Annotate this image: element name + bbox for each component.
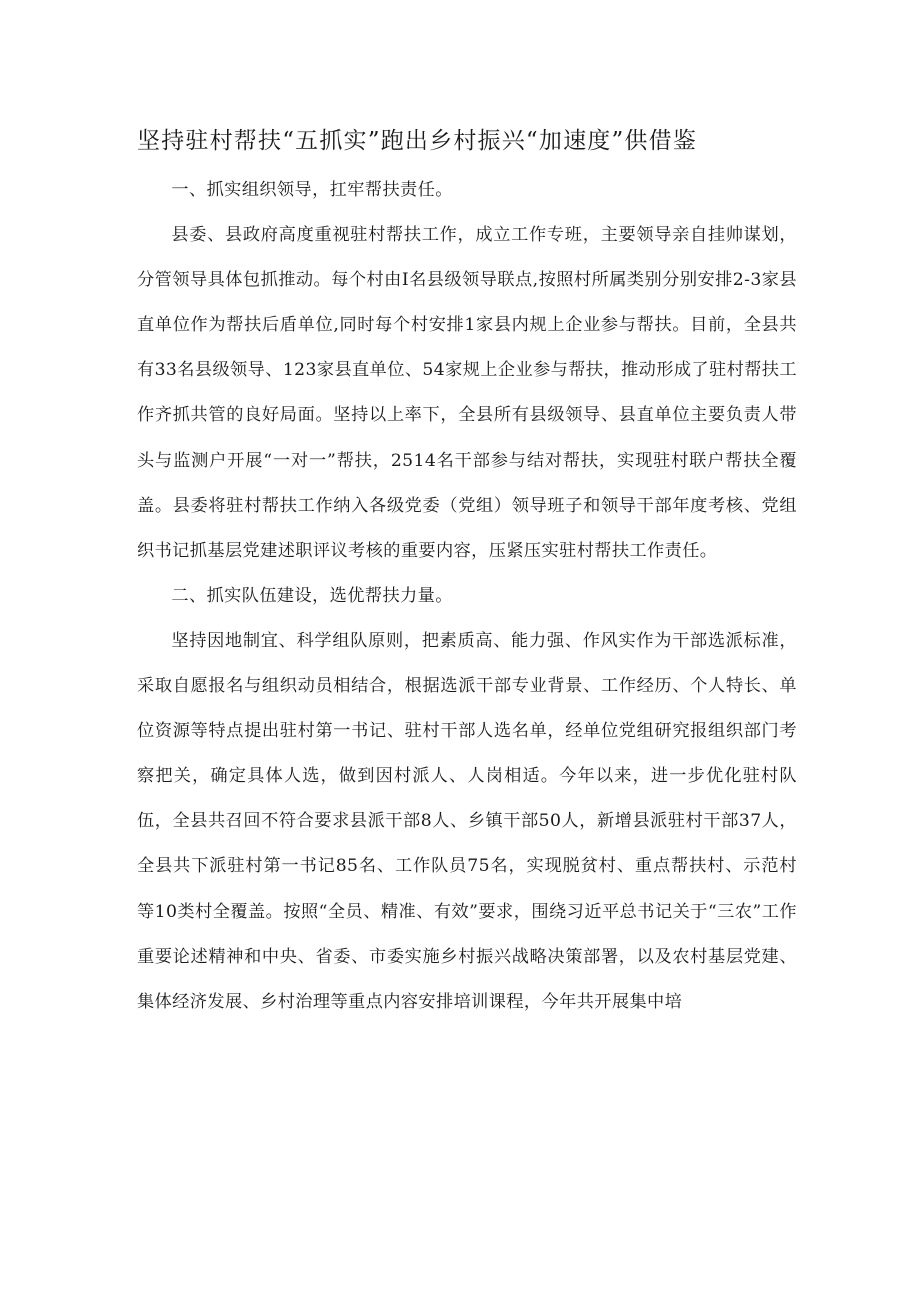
document-body	[137, 168, 797, 1025]
section-heading-2: 二、抓实队伍建设，选优帮扶力量。	[171, 585, 453, 606]
document-title: 坚持驻村帮扶“五抓实”跑出乡村振兴“加速度”供借鉴	[137, 128, 698, 154]
section-paragraph-1: 县委、县政府高度重视驻村帮扶工作，成立工作专班，主要领导亲自挂帅谋划，分管领导具体包抓推动。每个村由I名县级领导联点,按照村所属类别分别安排2-3家县直单位作为帮扶后盾单位,同时每个村安排1家县内规上企业参与帮扶。目前，全县共有33名县级领导、123家县直单位、54家规上企业参与帮扶，推动形成了驻村帮扶工作齐抓共管的良好局面。坚持以上率下，全县所有县级领导、县直单位主要负责人带头与监测户开展“一对一”帮扶，2514名干部参与结对帮扶，实现驻村联户帮扶全覆盖。县委将驻村帮扶工作纳入各级党委（党组）领导班子和领导干部年度考核、党组织书记抓基层党建述职评议考核的重要内容，压紧压实驻村帮扶工作责任。	[137, 225, 797, 561]
section-heading-1: 一、抓实组织领导，扛牢帮扶责任。	[171, 180, 453, 200]
section-paragraph-2: 坚持因地制宜、科学组队原则，把素质高、能力强、作风实作为干部选派标准，采取自愿报名与组织动员相结合，根据选派干部专业背景、工作经历、个人特长、单位资源等特点提出驻村第一书记、驻村干部人选名单，经单位党组研究报组织部门考察把关，确定具体人选，做到因村派人、人岗相适。今年以来，进一步优化驻村队伍，全县共召回不符合要求县派干部8人、乡镇干部50人，新增县派驻村干部37人，全县共下派驻村第一书记85名、工作队员75名，实现脱贫村、重点帮扶村、示范村等10类村全覆盖。按照“全员、精准、有效”要求，围绕习近平总书记关于“三农”工作重要论述精神和中央、省委、市委实施乡村振兴战略决策部署，以及农村基层党建、集体经济发展、乡村治理等重点内容安排培训课程，今年共开展集中培	[137, 630, 797, 1012]
